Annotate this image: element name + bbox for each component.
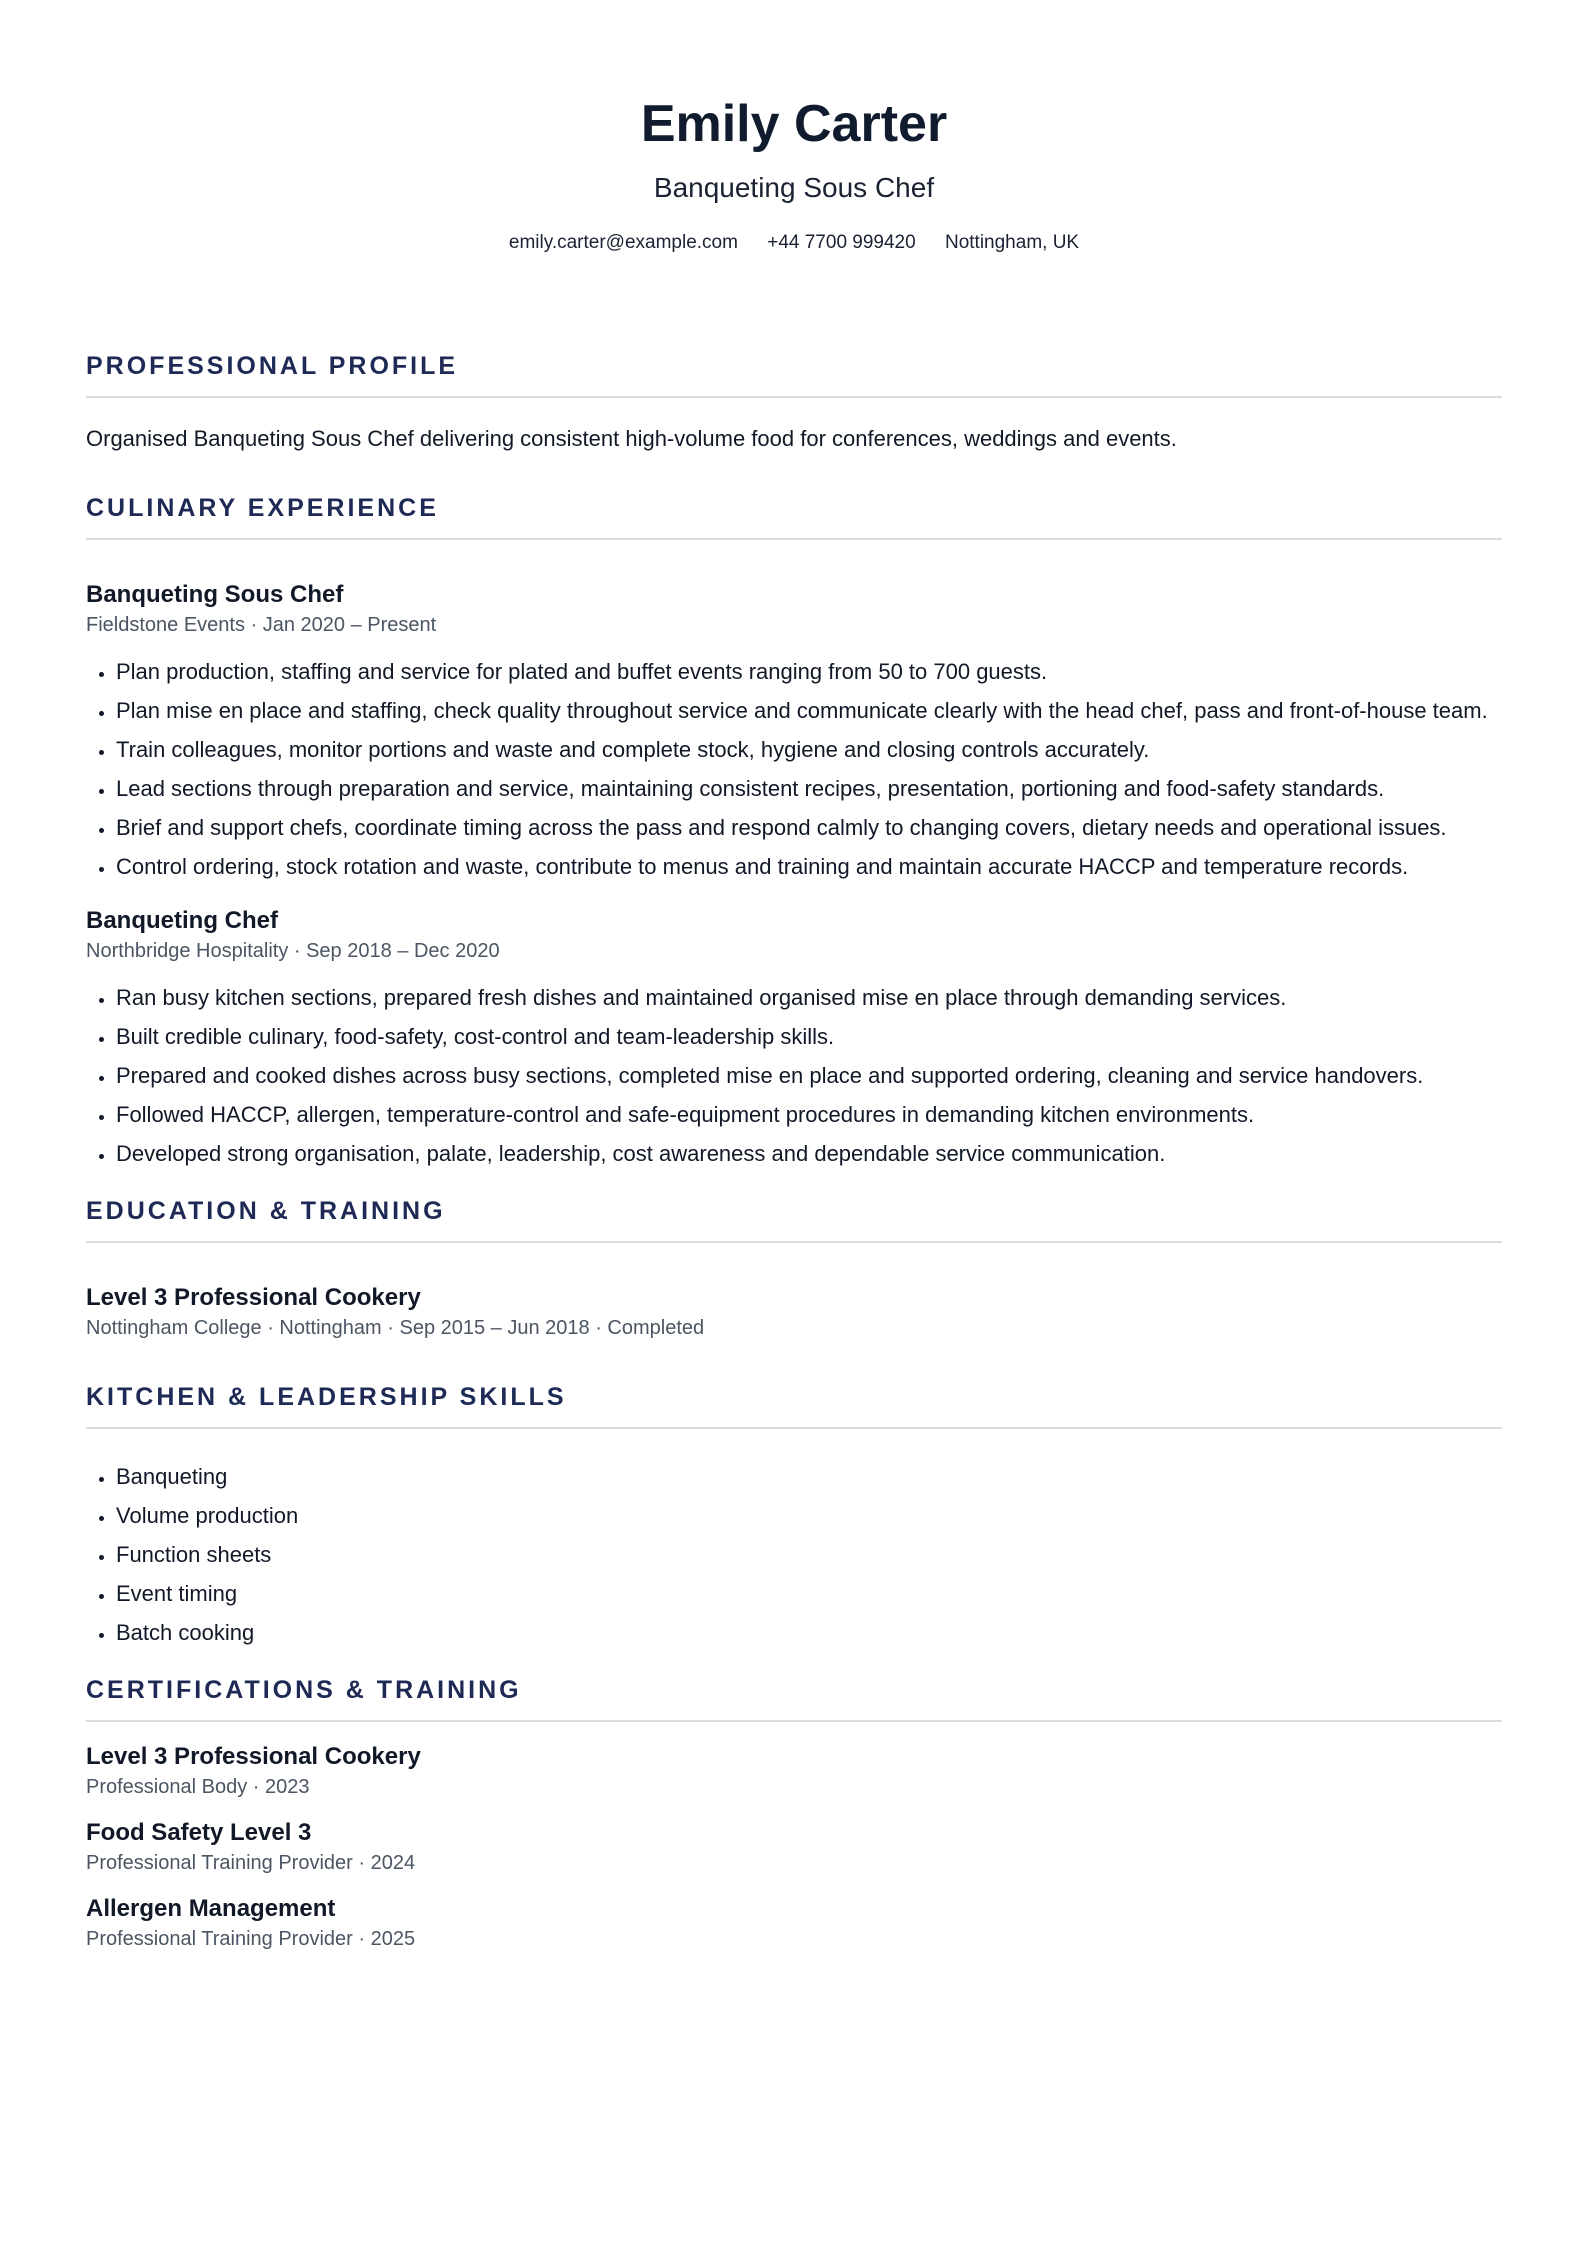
role-bullets xyxy=(86,656,1502,882)
certification-entry xyxy=(86,1742,1502,1800)
section-profile xyxy=(86,350,1502,454)
certification-meta: Professional Training Provider · 2025 xyxy=(86,1928,416,1950)
role-bullets xyxy=(86,982,1502,1169)
section-skills xyxy=(86,1381,1502,1648)
candidate-name: Emily Carter xyxy=(640,95,948,153)
bullet-item: • Control ordering, stock rotation and waste, contribute to menus and training and maintain accurate HACCP and temperature records. xyxy=(116,851,1502,882)
experience-entry xyxy=(86,580,1502,882)
skill-item: • Banqueting xyxy=(116,1461,1502,1492)
certification-title: Allergen Management xyxy=(86,1895,336,1922)
education-entry xyxy=(86,1283,1502,1341)
candidate-headline: Banqueting Sous Chef xyxy=(653,172,935,203)
bullet-item: • Brief and support chefs, coordinate timing across the pass and respond calmly to changing covers, dietary needs and operational issues. xyxy=(116,812,1502,843)
skills-list xyxy=(86,1461,1502,1648)
contact-location: Nottingham, UK xyxy=(944,232,1080,253)
role-title: Banqueting Sous Chef xyxy=(86,581,344,608)
section-title-certifications: CERTIFICATIONS & TRAINING xyxy=(86,1674,1502,1722)
section-education xyxy=(86,1195,1502,1341)
bullet-item: • Developed strong organisation, palate, leadership, cost awareness and dependable service communication. xyxy=(116,1138,1502,1169)
section-title-education: EDUCATION & TRAINING xyxy=(86,1195,1502,1243)
section-experience xyxy=(86,492,1502,1169)
contact-line xyxy=(86,230,1502,256)
contact-phone: +44 7700 999420 xyxy=(767,232,916,253)
experience-entry xyxy=(86,906,1502,1169)
profile-summary: Organised Banqueting Sous Chef delivering consistent high-volume food for conferences, weddings and events. xyxy=(86,426,1177,451)
skill-item: • Batch cooking xyxy=(116,1617,1502,1648)
certification-entry xyxy=(86,1894,1502,1952)
bullet-item: • Plan mise en place and staffing, check quality throughout service and communicate clearly with the head chef, pass and front-of-house team. xyxy=(116,695,1502,726)
bullet-item: • Ran busy kitchen sections, prepared fresh dishes and maintained organised mise en place through demanding services. xyxy=(116,982,1502,1013)
bullet-item: • Prepared and cooked dishes across busy sections, completed mise en place and supported ordering, cleaning and service handovers. xyxy=(116,1060,1502,1091)
section-title-skills: KITCHEN & LEADERSHIP SKILLS xyxy=(86,1381,1502,1429)
section-title-experience: CULINARY EXPERIENCE xyxy=(86,492,1502,540)
bullet-item: • Followed HACCP, allergen, temperature-control and safe-equipment procedures in demanding kitchen environments. xyxy=(116,1099,1502,1130)
certification-meta: Professional Body · 2023 xyxy=(86,1776,310,1798)
certification-meta: Professional Training Provider · 2024 xyxy=(86,1852,416,1874)
education-meta: Nottingham College · Nottingham · Sep 2015 – Jun 2018 · Completed xyxy=(86,1317,705,1339)
role-meta: Northbridge Hospitality · Sep 2018 – Dec 2020 xyxy=(86,940,500,962)
role-title: Banqueting Chef xyxy=(86,907,278,934)
certification-entry xyxy=(86,1818,1502,1876)
bullet-item: • Lead sections through preparation and service, maintaining consistent recipes, presentation, portioning and food-safety standards. xyxy=(116,773,1502,804)
section-title-profile: PROFESSIONAL PROFILE xyxy=(86,350,1502,398)
bullet-item: • Plan production, staffing and service for plated and buffet events ranging from 50 to 700 guests. xyxy=(116,656,1502,687)
bullet-item: • Built credible culinary, food-safety, cost-control and team-leadership skills. xyxy=(116,1021,1502,1052)
skill-item: • Function sheets xyxy=(116,1539,1502,1570)
skill-item: • Event timing xyxy=(116,1578,1502,1609)
skill-item: • Volume production xyxy=(116,1500,1502,1531)
education-title: Level 3 Professional Cookery xyxy=(86,1284,421,1311)
resume-header xyxy=(86,0,1502,256)
bullet-item: • Train colleagues, monitor portions and waste and complete stock, hygiene and closing controls accurately. xyxy=(116,734,1502,765)
certification-title: Food Safety Level 3 xyxy=(86,1819,312,1846)
section-certifications xyxy=(86,1674,1502,1952)
certification-title: Level 3 Professional Cookery xyxy=(86,1743,421,1770)
role-meta: Fieldstone Events · Jan 2020 – Present xyxy=(86,614,437,636)
contact-email: emily.carter@example.com xyxy=(508,232,738,253)
